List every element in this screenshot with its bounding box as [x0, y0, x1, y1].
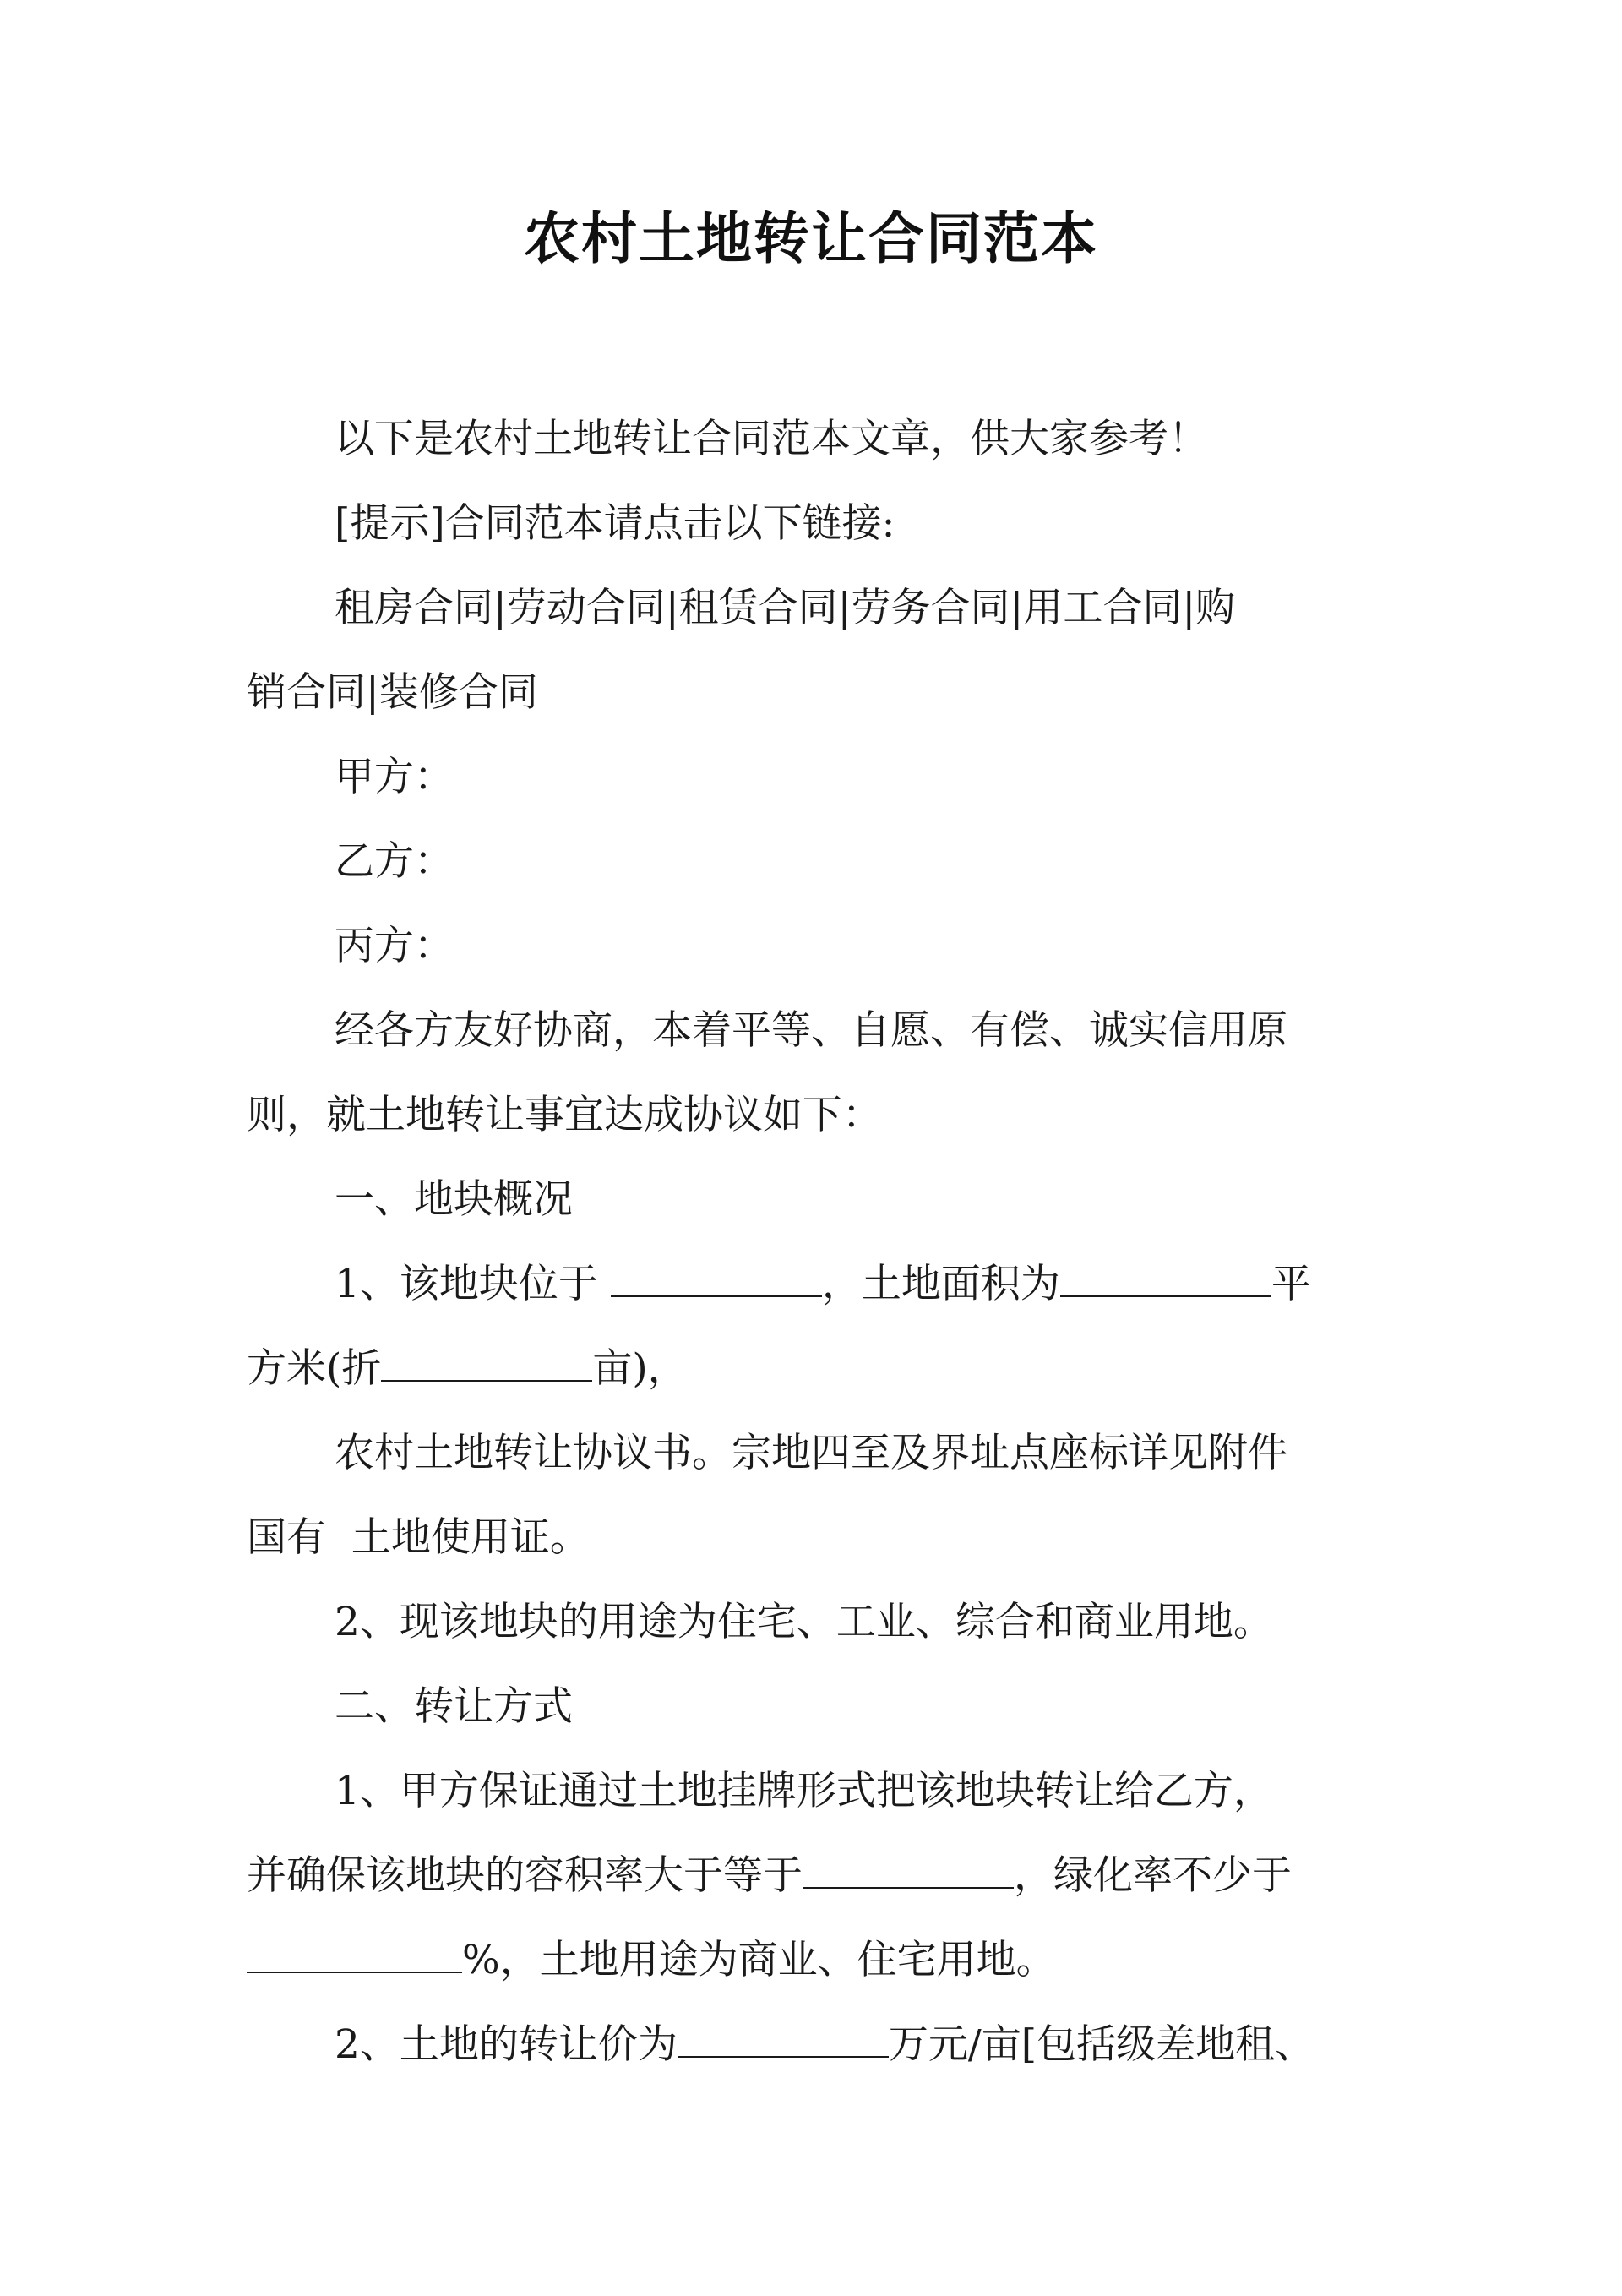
- agreement-line-2: 国有 土地使用证。: [247, 1514, 590, 1561]
- item-2-1-text-a: 并确保该地块的容积率大于等于: [247, 1852, 803, 1899]
- document-title: 农村土地转让合同范本: [524, 205, 1098, 271]
- agreement-line-1: 农村土地转让协议书。宗地四至及界址点座标详见附件: [335, 1430, 1287, 1476]
- intro-line: 以下是农村土地转让合同范本文章，供大家参考！: [335, 416, 1208, 462]
- links-line-2: 销合同|装修合同: [247, 669, 538, 716]
- item-2-2-text-a: 2、土地的转让价为: [335, 2021, 678, 2068]
- item-2-1-text-b: ，绿化率不少于: [1014, 1852, 1292, 1899]
- consult-line-2: 则，就土地转让事宜达成协议如下：: [247, 1092, 882, 1138]
- item-2-1-line-1: 1、甲方保证通过土地挂牌形式把该地块转让给乙方，: [335, 1768, 1273, 1814]
- item-1-1-text-d: 方米(折: [247, 1345, 382, 1392]
- area-blank: [1060, 1263, 1271, 1297]
- party-a-line: 甲方：: [335, 754, 454, 800]
- item-2-1-text-c: %，土地用途为商业、住宅用地。: [462, 1937, 1056, 1983]
- item-1-1-text-a: 1、该地块位于: [335, 1261, 611, 1307]
- item-1-1-line-2: [247, 1327, 1379, 1411]
- item-1-2-line: 2、现该地块的用途为住宅、工业、综合和商业用地。: [335, 1599, 1273, 1645]
- mu-blank: [381, 1348, 592, 1382]
- document-body: [247, 397, 1379, 2087]
- item-2-1-line-3: [247, 1918, 1379, 2003]
- plot-ratio-blank: [803, 1855, 1014, 1889]
- item-1-1-text-c: 平: [1271, 1261, 1311, 1307]
- location-blank: [611, 1263, 822, 1297]
- party-c-line: 丙方：: [335, 923, 454, 969]
- tip-line: [提示]合同范本请点击以下链接:: [335, 500, 895, 547]
- green-ratio-blank: [247, 1939, 462, 1973]
- item-1-1-text-e: 亩)，: [592, 1345, 688, 1392]
- item-2-2-line: [247, 2003, 1379, 2087]
- party-b-line: 乙方：: [335, 838, 454, 885]
- item-1-1-line-1: [247, 1242, 1379, 1327]
- item-1-1-text-b: ，土地面积为: [821, 1261, 1060, 1307]
- item-2-1-line-2: [247, 1834, 1379, 1918]
- price-blank: [678, 2024, 889, 2058]
- item-2-2-text-b: 万元/亩[包括级差地租、: [888, 2021, 1315, 2068]
- section-1-heading: 一、地块概况: [335, 1176, 573, 1223]
- section-2-heading: 二、转让方式: [335, 1683, 573, 1730]
- consult-line-1: 经各方友好协商，本着平等、自愿、有偿、诚实信用原: [335, 1007, 1287, 1054]
- links-line-1: 租房合同|劳动合同|租赁合同|劳务合同|用工合同|购: [335, 585, 1236, 631]
